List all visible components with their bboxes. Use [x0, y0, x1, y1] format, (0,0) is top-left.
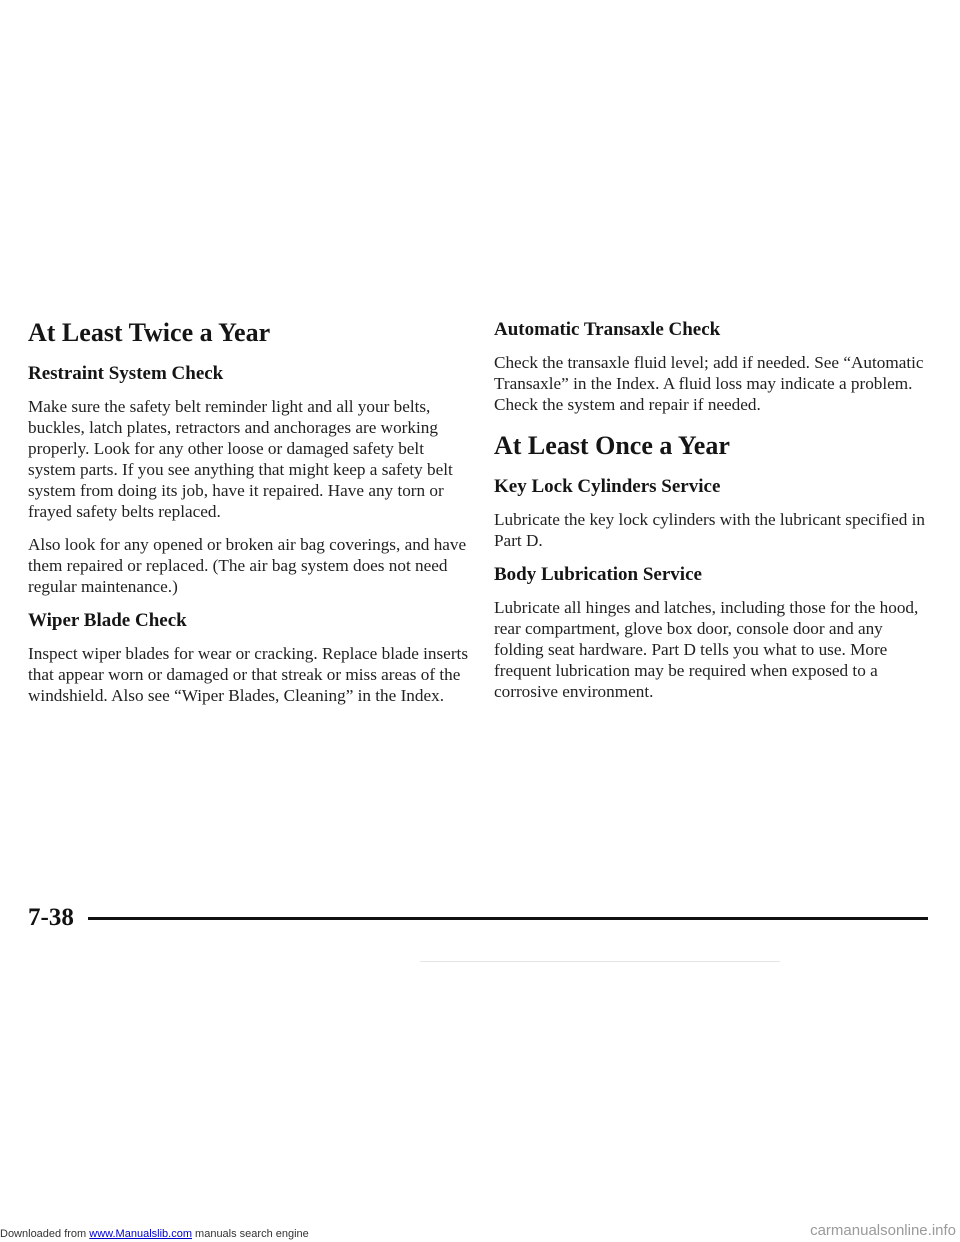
footer-rule — [88, 917, 928, 920]
section-title-twice-a-year: At Least Twice a Year — [28, 318, 271, 347]
heading-wiper-blade-check: Wiper Blade Check — [28, 610, 187, 631]
paragraph-transaxle: Check the transaxle fluid level; add if needed. See “Automatic Transaxle” in the Index. A fluid loss may indicate a problem. Check the system and repair if needed. — [494, 353, 924, 414]
paragraph-wiper: Inspect wiper blades for wear or cracking. Replace blade inserts that appear worn or damaged or that streak or miss areas of the windshield. Also see “Wiper Blades, Cleaning” in the Index. — [28, 644, 469, 705]
paragraph-restraint-1: Make sure the safety belt reminder light and all your belts, buckles, latch plates, retractors and anchorages are working properly. Look for any other loose or damaged safety belt system parts. If you see anything that might keep a safety belt system from doing its job, have it repaired. Have any torn or frayed safety belts replaced. — [28, 397, 453, 521]
heading-automatic-transaxle-check: Automatic Transaxle Check — [494, 319, 721, 340]
download-suffix: manuals search engine — [191, 1228, 309, 1240]
left-column — [28, 318, 468, 718]
paragraph-key-lock: Lubricate the key lock cylinders with the lubricant specified in Part D. — [494, 510, 925, 550]
watermark: carmanualsonline.info — [810, 1222, 956, 1239]
paragraph-restraint-2: Also look for any opened or broken air bag coverings, and have them repaired or replaced. (The air bag system does not need regular maintenance.) — [28, 535, 467, 596]
heading-key-lock-cylinders: Key Lock Cylinders Service — [494, 476, 721, 497]
heading-restraint-system-check: Restraint System Check — [28, 363, 224, 384]
section-title-once-a-year: At Least Once a Year — [494, 431, 730, 460]
paragraph-body-lubrication: Lubricate all hinges and latches, including those for the hood, rear compartment, glove box door, console door and any folding seat hardware. Part D tells you what to use. More frequent lubrication may be required when exposed to a corrosive environment. — [494, 598, 919, 701]
right-column — [494, 318, 934, 714]
scan-artifact-rule — [420, 961, 780, 962]
heading-body-lubrication: Body Lubrication Service — [494, 564, 702, 585]
manualslib-link[interactable]: www.Manualslib.com — [89, 1228, 192, 1240]
download-bar — [0, 1228, 309, 1240]
download-prefix: Downloaded from — [0, 1228, 90, 1240]
page-number: 7-38 — [28, 904, 74, 931]
